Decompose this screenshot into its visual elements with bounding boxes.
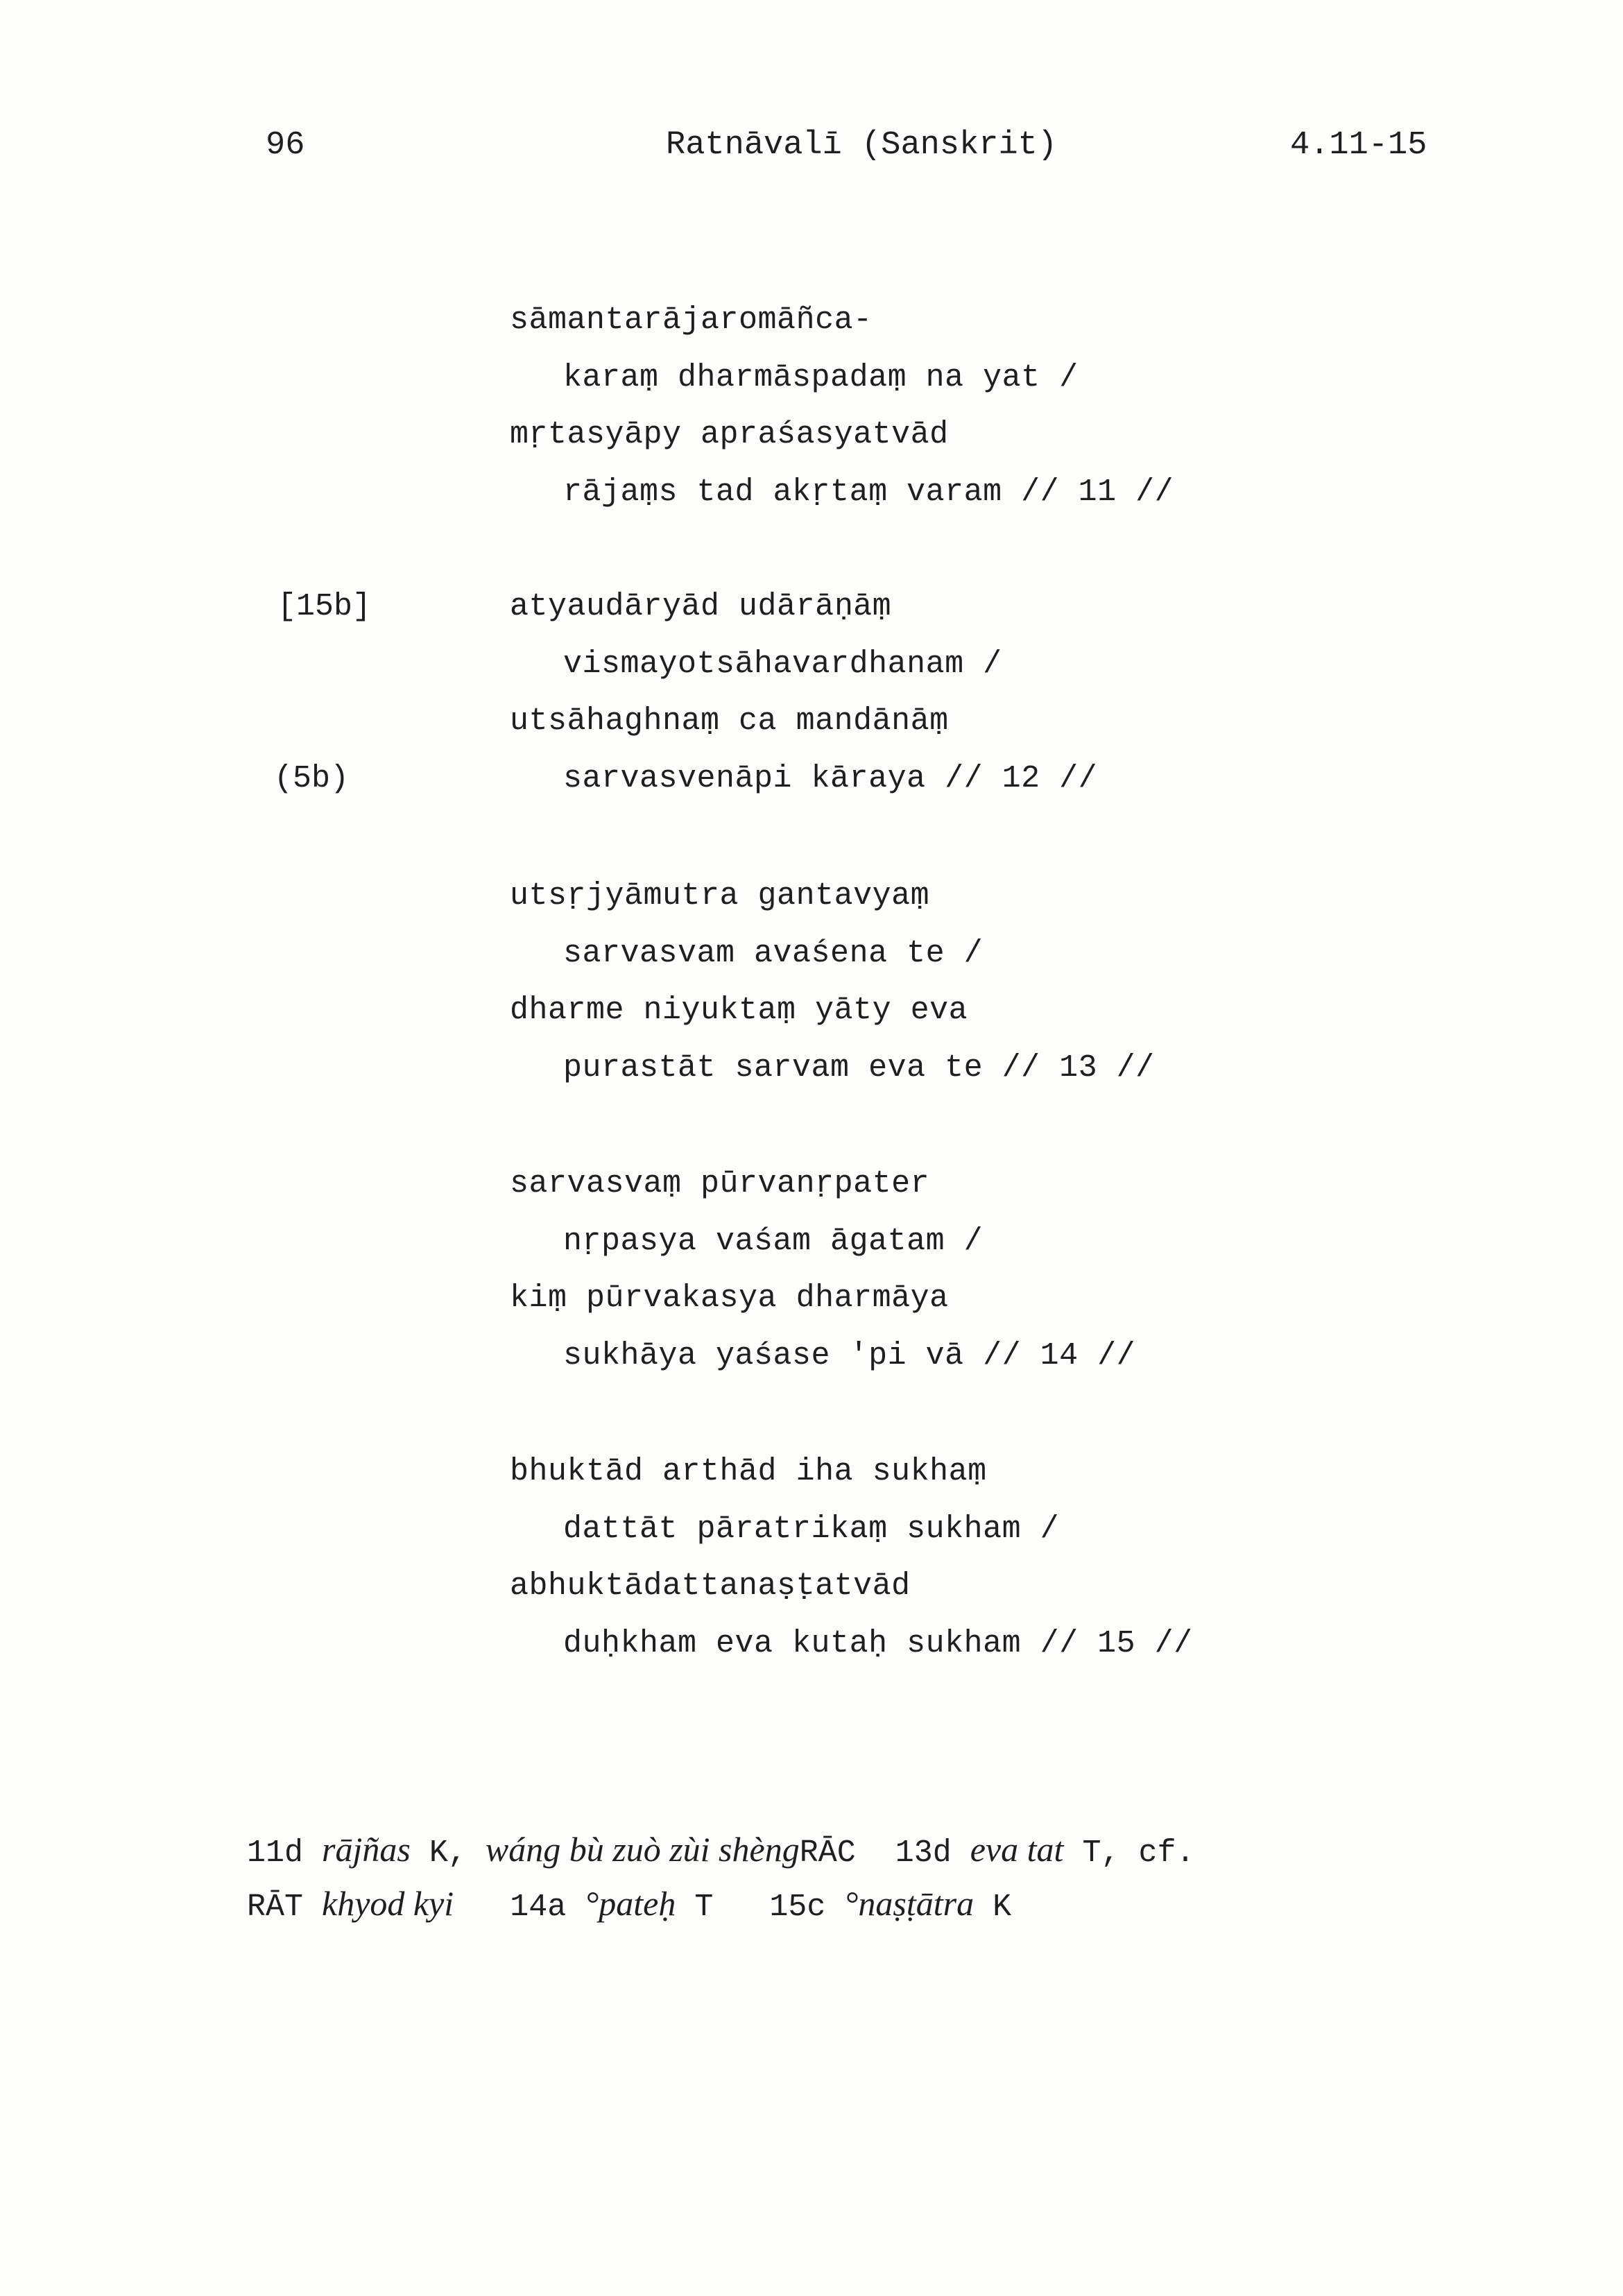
- verse-line: bhuktād arthād iha sukhaṃ: [510, 1454, 987, 1489]
- verse-line: atyaudāryād udārāṇāṃ: [510, 589, 892, 624]
- verse-line: kiṃ pūrvakasya dharmāya: [510, 1280, 949, 1316]
- note-reading: eva tat: [970, 1830, 1064, 1869]
- verse-line: mṛtasyāpy apraśasyatvād: [510, 417, 949, 452]
- note-siglum: T: [694, 1890, 714, 1925]
- verse-line: sarvasvenāpi kāraya // 12 //: [563, 761, 1098, 796]
- note-siglum: K,: [429, 1835, 467, 1871]
- running-title: Ratnāvalī (Sanskrit): [666, 127, 1058, 164]
- folio-marker: [15b]: [277, 589, 372, 624]
- critical-apparatus: [247, 1824, 1194, 1933]
- verse-line: sarvasvaṃ pūrvanṛpater: [510, 1166, 930, 1201]
- note-source: RĀC: [799, 1835, 856, 1871]
- manuscript-page-marker: (5b): [274, 761, 350, 796]
- verse-line: duḥkham eva kutaḥ sukham // 15 //: [563, 1626, 1193, 1661]
- apparatus-line-2: [247, 1878, 1194, 1933]
- verse-line: karaṃ dharmāspadaṃ na yat /: [563, 360, 1079, 395]
- verse-range: 4.11-15: [1290, 127, 1427, 164]
- note-ref: 14a: [510, 1890, 567, 1925]
- note-chinese-reading: wáng bù zuò zùi shèng: [485, 1830, 800, 1869]
- verse-line: abhuktādattanaṣṭatvād: [510, 1568, 911, 1604]
- verse-line: vismayotsāhavardhanam /: [563, 646, 1002, 682]
- verse-line: nṛpasya vaśam āgatam /: [563, 1224, 984, 1259]
- verse-line: purastāt sarvam eva te // 13 //: [563, 1050, 1155, 1086]
- verse-line: dattāt pāratrikaṃ sukham /: [563, 1511, 1060, 1547]
- verse-line: sāmantarājaromāñca-: [510, 302, 873, 338]
- note-ref: 13d: [895, 1835, 952, 1871]
- note-reading: °pateḥ: [585, 1884, 676, 1923]
- verse-line: rājaṃs tad akṛtaṃ varam // 11 //: [563, 474, 1174, 510]
- note-ref: 11d: [247, 1835, 304, 1871]
- verse-line: utsāhaghnaṃ ca mandānāṃ: [510, 703, 949, 739]
- verse-line: dharme niyuktaṃ yāty eva: [510, 993, 968, 1028]
- note-tibetan-reading: khyod kyi: [322, 1884, 454, 1923]
- note-siglum: K: [993, 1890, 1012, 1925]
- verse-line: utsṛjyāmutra gantavyaṃ: [510, 878, 930, 914]
- note-siglum: T, cf.: [1082, 1835, 1195, 1871]
- verse-line: sarvasvam avaśena te /: [563, 936, 984, 971]
- note-reading: rājñas: [322, 1830, 411, 1869]
- note-source: RĀT: [247, 1890, 304, 1925]
- note-reading: °naṣṭātra: [844, 1884, 974, 1923]
- note-ref: 15c: [769, 1890, 826, 1925]
- verse-line: sukhāya yaśase 'pi vā // 14 //: [563, 1338, 1136, 1373]
- apparatus-line-1: [247, 1824, 1194, 1878]
- page-number: 96: [266, 127, 305, 164]
